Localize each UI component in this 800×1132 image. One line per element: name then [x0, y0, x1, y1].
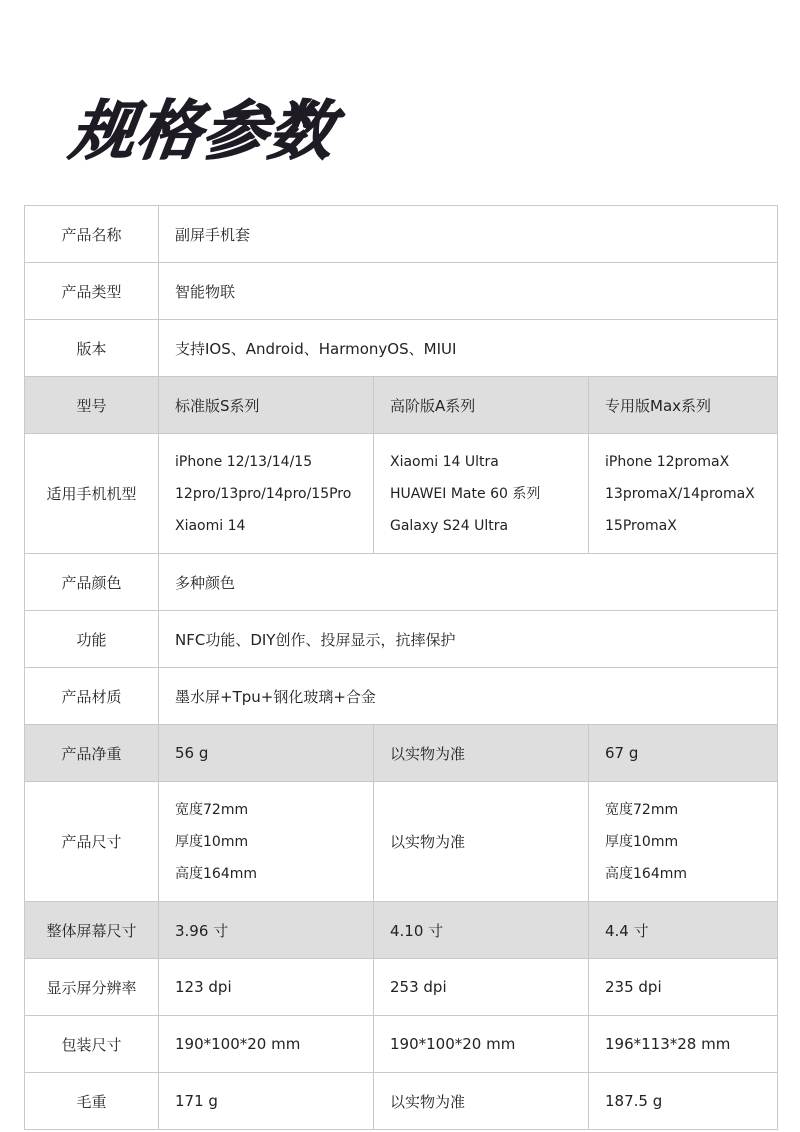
row-resolution	[25, 959, 778, 1016]
size-max-series	[589, 782, 778, 902]
phone-line: 12pro/13pro/14pro/15Pro	[175, 485, 352, 502]
size-line: 高度164mm	[175, 865, 257, 882]
phone-line: Xiaomi 14	[175, 517, 246, 534]
row-material	[25, 668, 778, 725]
row-label: 产品尺寸	[25, 782, 159, 902]
gross-max-series: 187.5 g	[589, 1073, 778, 1130]
row-dimensions	[25, 782, 778, 902]
weight-max-series: 67 g	[589, 725, 778, 782]
size-line: 厚度10mm	[605, 833, 679, 850]
row-screen-size	[25, 902, 778, 959]
phone-line: iPhone 12/13/14/15	[175, 453, 313, 470]
row-value: 智能物联	[159, 263, 778, 320]
row-value: 墨水屏+Tpu+钢化玻璃+合金	[159, 668, 778, 725]
size-line: 宽度72mm	[175, 801, 249, 818]
package-max-series: 196*113*28 mm	[589, 1016, 778, 1073]
row-label: 适用手机机型	[25, 434, 159, 554]
row-value: 支持IOS、Android、HarmonyOS、MIUI	[159, 320, 778, 377]
size-line: 高度164mm	[605, 865, 687, 882]
row-function	[25, 611, 778, 668]
row-label: 包装尺寸	[25, 1016, 159, 1073]
row-label: 产品类型	[25, 263, 159, 320]
phones-s-series	[159, 434, 374, 554]
phone-line: Xiaomi 14 Ultra	[390, 453, 499, 470]
resolution-max-series: 235 dpi	[589, 959, 778, 1016]
row-label: 版本	[25, 320, 159, 377]
model-a-series: 高阶版A系列	[374, 377, 589, 434]
size-line: 厚度10mm	[175, 833, 249, 850]
phone-line: iPhone 12promaX	[605, 453, 730, 470]
weight-a-series: 以实物为准	[374, 725, 589, 782]
row-color	[25, 554, 778, 611]
row-label: 产品净重	[25, 725, 159, 782]
row-package-size	[25, 1016, 778, 1073]
gross-a-series: 以实物为准	[374, 1073, 589, 1130]
screen-max-series: 4.4 寸	[589, 902, 778, 959]
package-s-series: 190*100*20 mm	[159, 1016, 374, 1073]
row-gross-weight	[25, 1073, 778, 1130]
row-label: 毛重	[25, 1073, 159, 1130]
row-net-weight	[25, 725, 778, 782]
size-s-series	[159, 782, 374, 902]
row-version	[25, 320, 778, 377]
phone-line: 15PromaX	[605, 517, 677, 534]
row-value: NFC功能、DIY创作、投屏显示，抗摔保护	[159, 611, 778, 668]
row-label: 产品颜色	[25, 554, 159, 611]
row-label: 产品材质	[25, 668, 159, 725]
phone-line: HUAWEI Mate 60 系列	[390, 485, 541, 502]
size-line: 宽度72mm	[605, 801, 679, 818]
size-a-series: 以实物为准	[374, 782, 589, 902]
model-max-series: 专用版Max系列	[589, 377, 778, 434]
row-model	[25, 377, 778, 434]
phone-line: Galaxy S24 Ultra	[390, 517, 509, 534]
row-value: 副屏手机套	[159, 206, 778, 263]
row-label: 产品名称	[25, 206, 159, 263]
row-label: 整体屏幕尺寸	[25, 902, 159, 959]
phones-a-series	[374, 434, 589, 554]
row-compatible-phones	[25, 434, 778, 554]
package-a-series: 190*100*20 mm	[374, 1016, 589, 1073]
spec-table	[24, 205, 778, 1130]
resolution-s-series: 123 dpi	[159, 959, 374, 1016]
row-value: 多种颜色	[159, 554, 778, 611]
row-label: 型号	[25, 377, 159, 434]
phones-max-series	[589, 434, 778, 554]
model-s-series: 标准版S系列	[159, 377, 374, 434]
row-product-type	[25, 263, 778, 320]
row-label: 功能	[25, 611, 159, 668]
row-product-name	[25, 206, 778, 263]
resolution-a-series: 253 dpi	[374, 959, 589, 1016]
weight-s-series: 56 g	[159, 725, 374, 782]
page-title: 规格参数	[65, 95, 341, 169]
phone-line: 13promaX/14promaX	[605, 485, 755, 502]
screen-s-series: 3.96 寸	[159, 902, 374, 959]
row-label: 显示屏分辨率	[25, 959, 159, 1016]
screen-a-series: 4.10 寸	[374, 902, 589, 959]
gross-s-series: 171 g	[159, 1073, 374, 1130]
